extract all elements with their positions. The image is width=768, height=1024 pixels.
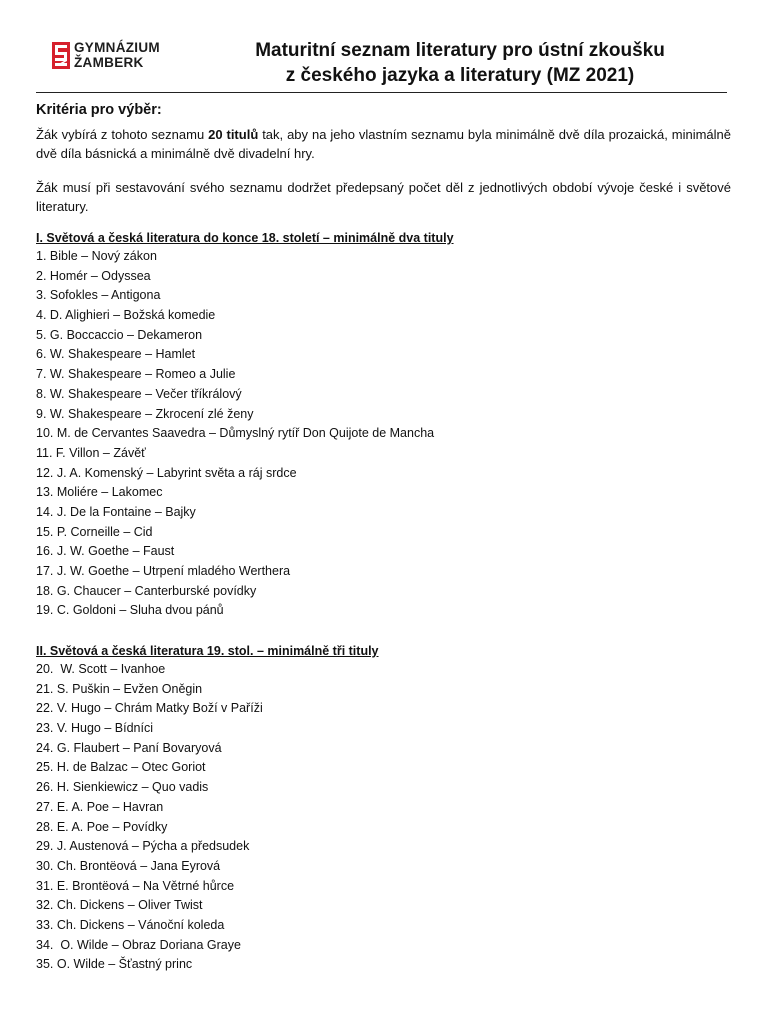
section-2-list <box>36 660 263 975</box>
list-item: 2. Homér – Odyssea <box>36 268 151 283</box>
list-item: 3. Sofokles – Antigona <box>36 288 161 303</box>
list-item: 18. G. Chaucer – Canterburské povídky <box>36 583 257 598</box>
list-item: 34. O. Wilde – Obraz Doriana Graye <box>36 937 241 952</box>
title-line-1: Maturitní seznam literatury pro ústní zkoušku <box>255 40 665 61</box>
list-item: 24. G. Flaubert – Paní Bovaryová <box>36 740 222 755</box>
section-2-heading: II. Světová a česká literatura 19. stol. – minimálně tři tituly <box>36 644 379 658</box>
criteria-p1-end: tak, aby na jeho vlastním seznamu byla minimálně dvě díla prozaická, minimálně dvě díla básnická a minimálně dvě divadelní hry. <box>36 127 731 161</box>
list-item: 25. H. de Balzac – Otec Goriot <box>36 760 206 775</box>
criteria-heading: Kritéria pro výběr: <box>36 102 162 118</box>
list-item: 7. W. Shakespeare – Romeo a Julie <box>36 367 236 382</box>
page-title <box>200 38 720 88</box>
list-item: 33. Ch. Dickens – Vánoční koleda <box>36 917 225 932</box>
list-item: 11. F. Villon – Závěť <box>36 445 146 460</box>
criteria-p1-bold: 20 titulů <box>208 127 259 142</box>
list-item: 4. D. Alighieri – Božská komedie <box>36 308 216 323</box>
list-item: 20. W. Scott – Ivanhoe <box>36 662 166 676</box>
section-1-list <box>36 247 434 621</box>
list-item: 31. E. Brontëová – Na Větrné hůrce <box>36 878 235 893</box>
criteria-paragraph-2: Žák musí při sestavování svého seznamu dodržet předepsaný počet děl z jednotlivých období vývoje české i světové literatury. <box>36 180 731 214</box>
criteria-paragraph-1 <box>36 125 731 163</box>
list-item: 17. J. W. Goethe – Utrpení mladého Werthera <box>36 564 291 578</box>
list-item: 23. V. Hugo – Bídníci <box>36 721 153 736</box>
list-item: 32. Ch. Dickens – Oliver Twist <box>36 898 203 913</box>
logo-line-1: GYMNÁZIUM <box>74 40 160 55</box>
list-item: 19. C. Goldoni – Sluha dvou pánů <box>36 603 224 618</box>
logo-wordmark <box>74 40 160 70</box>
school-logo <box>52 40 182 74</box>
list-item: 9. W. Shakespeare – Zkrocení zlé ženy <box>36 406 254 421</box>
criteria-p1-start: Žák vybírá z tohoto seznamu <box>36 127 209 142</box>
list-item: 29. J. Austenová – Pýcha a předsudek <box>36 839 250 854</box>
list-item: 13. Moliére – Lakomec <box>36 485 163 500</box>
list-item: 14. J. De la Fontaine – Bajky <box>36 504 196 519</box>
list-item: 26. H. Sienkiewicz – Quo vadis <box>36 780 209 795</box>
list-item: 15. P. Corneille – Cid <box>36 524 153 539</box>
logo-line-2: ŽAMBERK <box>74 55 144 70</box>
header-divider <box>36 92 727 93</box>
list-item: 30. Ch. Brontëová – Jana Eyrová <box>36 858 221 873</box>
title-line-2: z českého jazyka a literatury (MZ 2021) <box>285 65 635 86</box>
section-1-heading: I. Světová a česká literatura do konce 18. století – minimálně dva tituly <box>36 231 454 245</box>
list-item: 35. O. Wilde – Šťastný princ <box>36 957 193 972</box>
list-item: 22. V. Hugo – Chrám Matky Boží v Paříži <box>36 701 263 716</box>
list-item: 6. W. Shakespeare – Hamlet <box>36 347 196 362</box>
list-item: 10. M. de Cervantes Saavedra – Důmyslný rytíř Don Quijote de Mancha <box>36 426 435 441</box>
list-item: 8. W. Shakespeare – Večer tříkrálový <box>36 386 242 401</box>
list-item: 5. G. Boccaccio – Dekameron <box>36 327 203 342</box>
list-item: 16. J. W. Goethe – Faust <box>36 544 175 559</box>
list-item: 21. S. Puškin – Evžen Oněgin <box>36 681 203 696</box>
list-item: 27. E. A. Poe – Havran <box>36 799 164 814</box>
list-item: 28. E. A. Poe – Povídky <box>36 819 168 834</box>
list-item: 1. Bible – Nový zákon <box>36 249 157 263</box>
list-item: 12. J. A. Komenský – Labyrint světa a ráj srdce <box>36 465 297 480</box>
school-emblem-icon <box>52 42 70 69</box>
